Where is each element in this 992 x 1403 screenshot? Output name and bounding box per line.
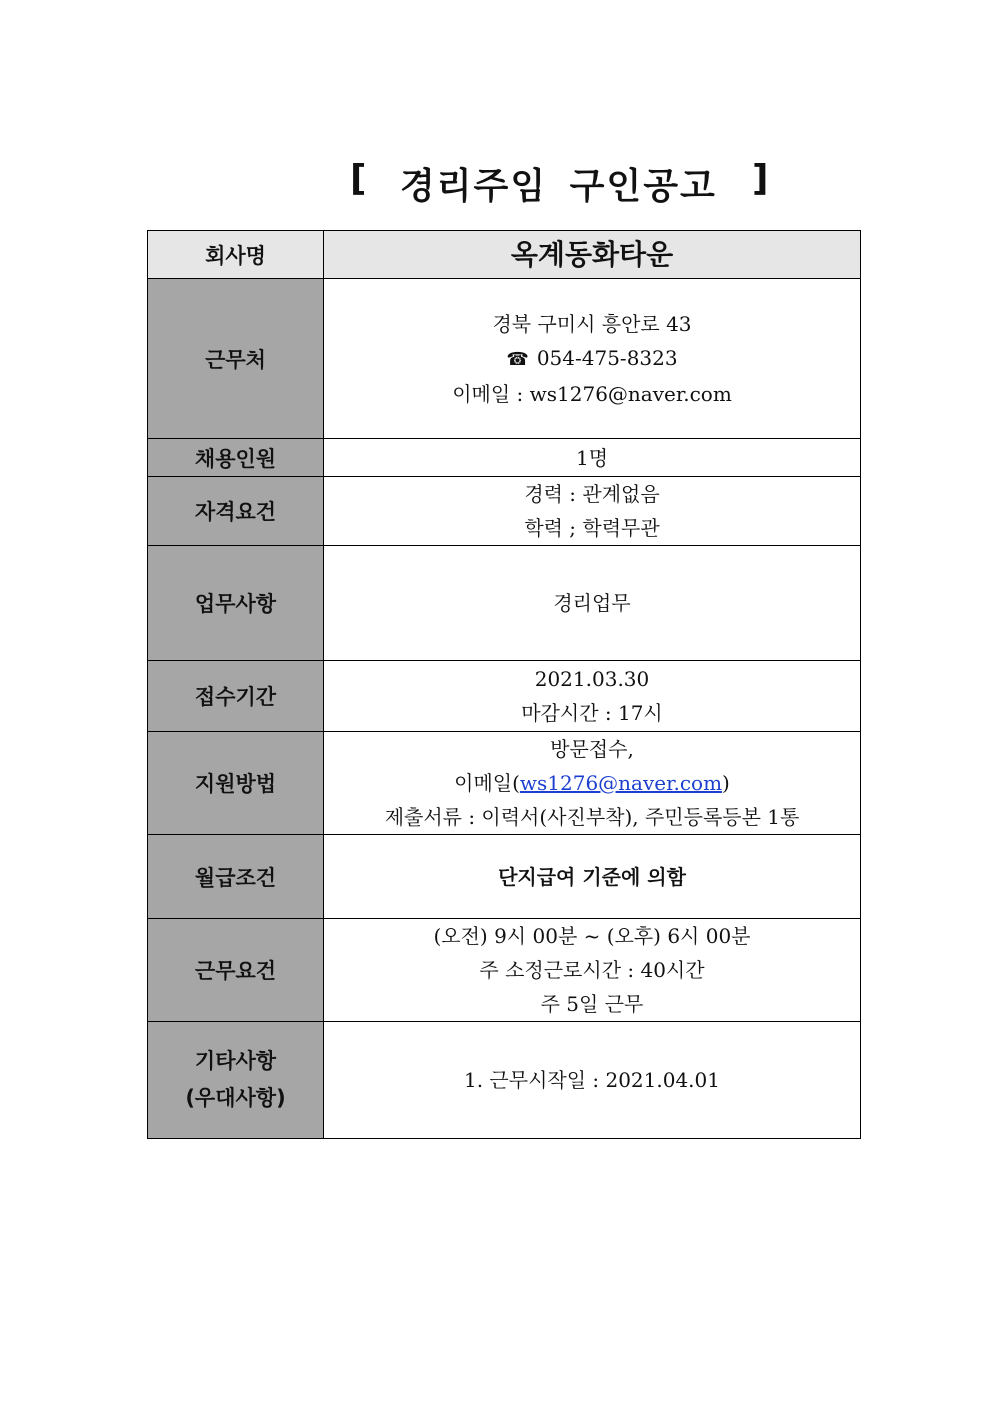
- row-period: [148, 661, 861, 732]
- row-company: [148, 231, 861, 279]
- label-period: 접수기간: [148, 661, 324, 732]
- hours-time: (오전) 9시 00분 ~ (오후) 6시 00분: [433, 924, 751, 948]
- value-qualification: [324, 477, 861, 546]
- title-bracket-left: [: [350, 158, 367, 199]
- label-method: 지원방법: [148, 732, 324, 835]
- method-visit: 방문접수,: [550, 737, 634, 761]
- method-email-suffix: ): [722, 771, 730, 795]
- row-workplace: [148, 279, 861, 439]
- qualification-career: 경력 : 관계없음: [524, 482, 660, 506]
- email-link[interactable]: ws1276@naver.com: [519, 771, 723, 795]
- row-duties: [148, 546, 861, 661]
- workplace-phone-line: [324, 341, 860, 377]
- workplace-address: 경북 구미시 흥안로 43: [492, 311, 692, 336]
- row-other: [148, 1022, 861, 1139]
- job-posting-table: [147, 230, 861, 1139]
- value-headcount: 1명: [324, 439, 861, 477]
- label-headcount: 채용인원: [148, 439, 324, 477]
- value-period: [324, 661, 861, 732]
- label-other: [148, 1022, 324, 1139]
- title-text: 경리주임 구인공고: [400, 166, 717, 207]
- period-date: 2021.03.30: [534, 667, 650, 691]
- label-qualification: 자격요건: [148, 477, 324, 546]
- value-workplace: [324, 279, 861, 439]
- label-salary: 월급조건: [148, 835, 324, 919]
- page-title: [0, 158, 992, 218]
- label-other-line2: (우대사항): [185, 1086, 286, 1110]
- value-hours: [324, 919, 861, 1022]
- hours-days: 주 5일 근무: [540, 992, 644, 1016]
- label-other-line1: 기타사항: [194, 1049, 277, 1073]
- row-qualification: [148, 477, 861, 546]
- label-workplace: 근무처: [148, 279, 324, 439]
- hours-weekly: 주 소정근로시간 : 40시간: [479, 958, 705, 982]
- value-company: 옥계동화타운: [324, 231, 861, 279]
- row-method: [148, 732, 861, 835]
- phone-icon: ☎: [506, 348, 529, 370]
- row-hours: [148, 919, 861, 1022]
- method-email-prefix: 이메일(: [454, 771, 520, 795]
- method-email-line: [324, 766, 860, 800]
- qualification-education: 학력 ; 학력무관: [524, 516, 660, 540]
- label-company: 회사명: [148, 231, 324, 279]
- value-method: [324, 732, 861, 835]
- label-duties: 업무사항: [148, 546, 324, 661]
- row-headcount: [148, 439, 861, 477]
- value-other: 1. 근무시작일 : 2021.04.01: [324, 1022, 861, 1139]
- value-duties: 경리업무: [324, 546, 861, 661]
- method-documents: 제출서류 : 이력서(사진부착), 주민등록등본 1통: [384, 805, 800, 829]
- period-deadline: 마감시간 : 17시: [521, 701, 663, 725]
- workplace-phone: 054-475-8323: [536, 345, 678, 370]
- workplace-email: 이메일 : ws1276@naver.com: [452, 381, 732, 406]
- value-salary: 단지급여 기준에 의함: [324, 835, 861, 919]
- label-hours: 근무요건: [148, 919, 324, 1022]
- row-salary: [148, 835, 861, 919]
- title-bracket-right: ]: [752, 158, 769, 199]
